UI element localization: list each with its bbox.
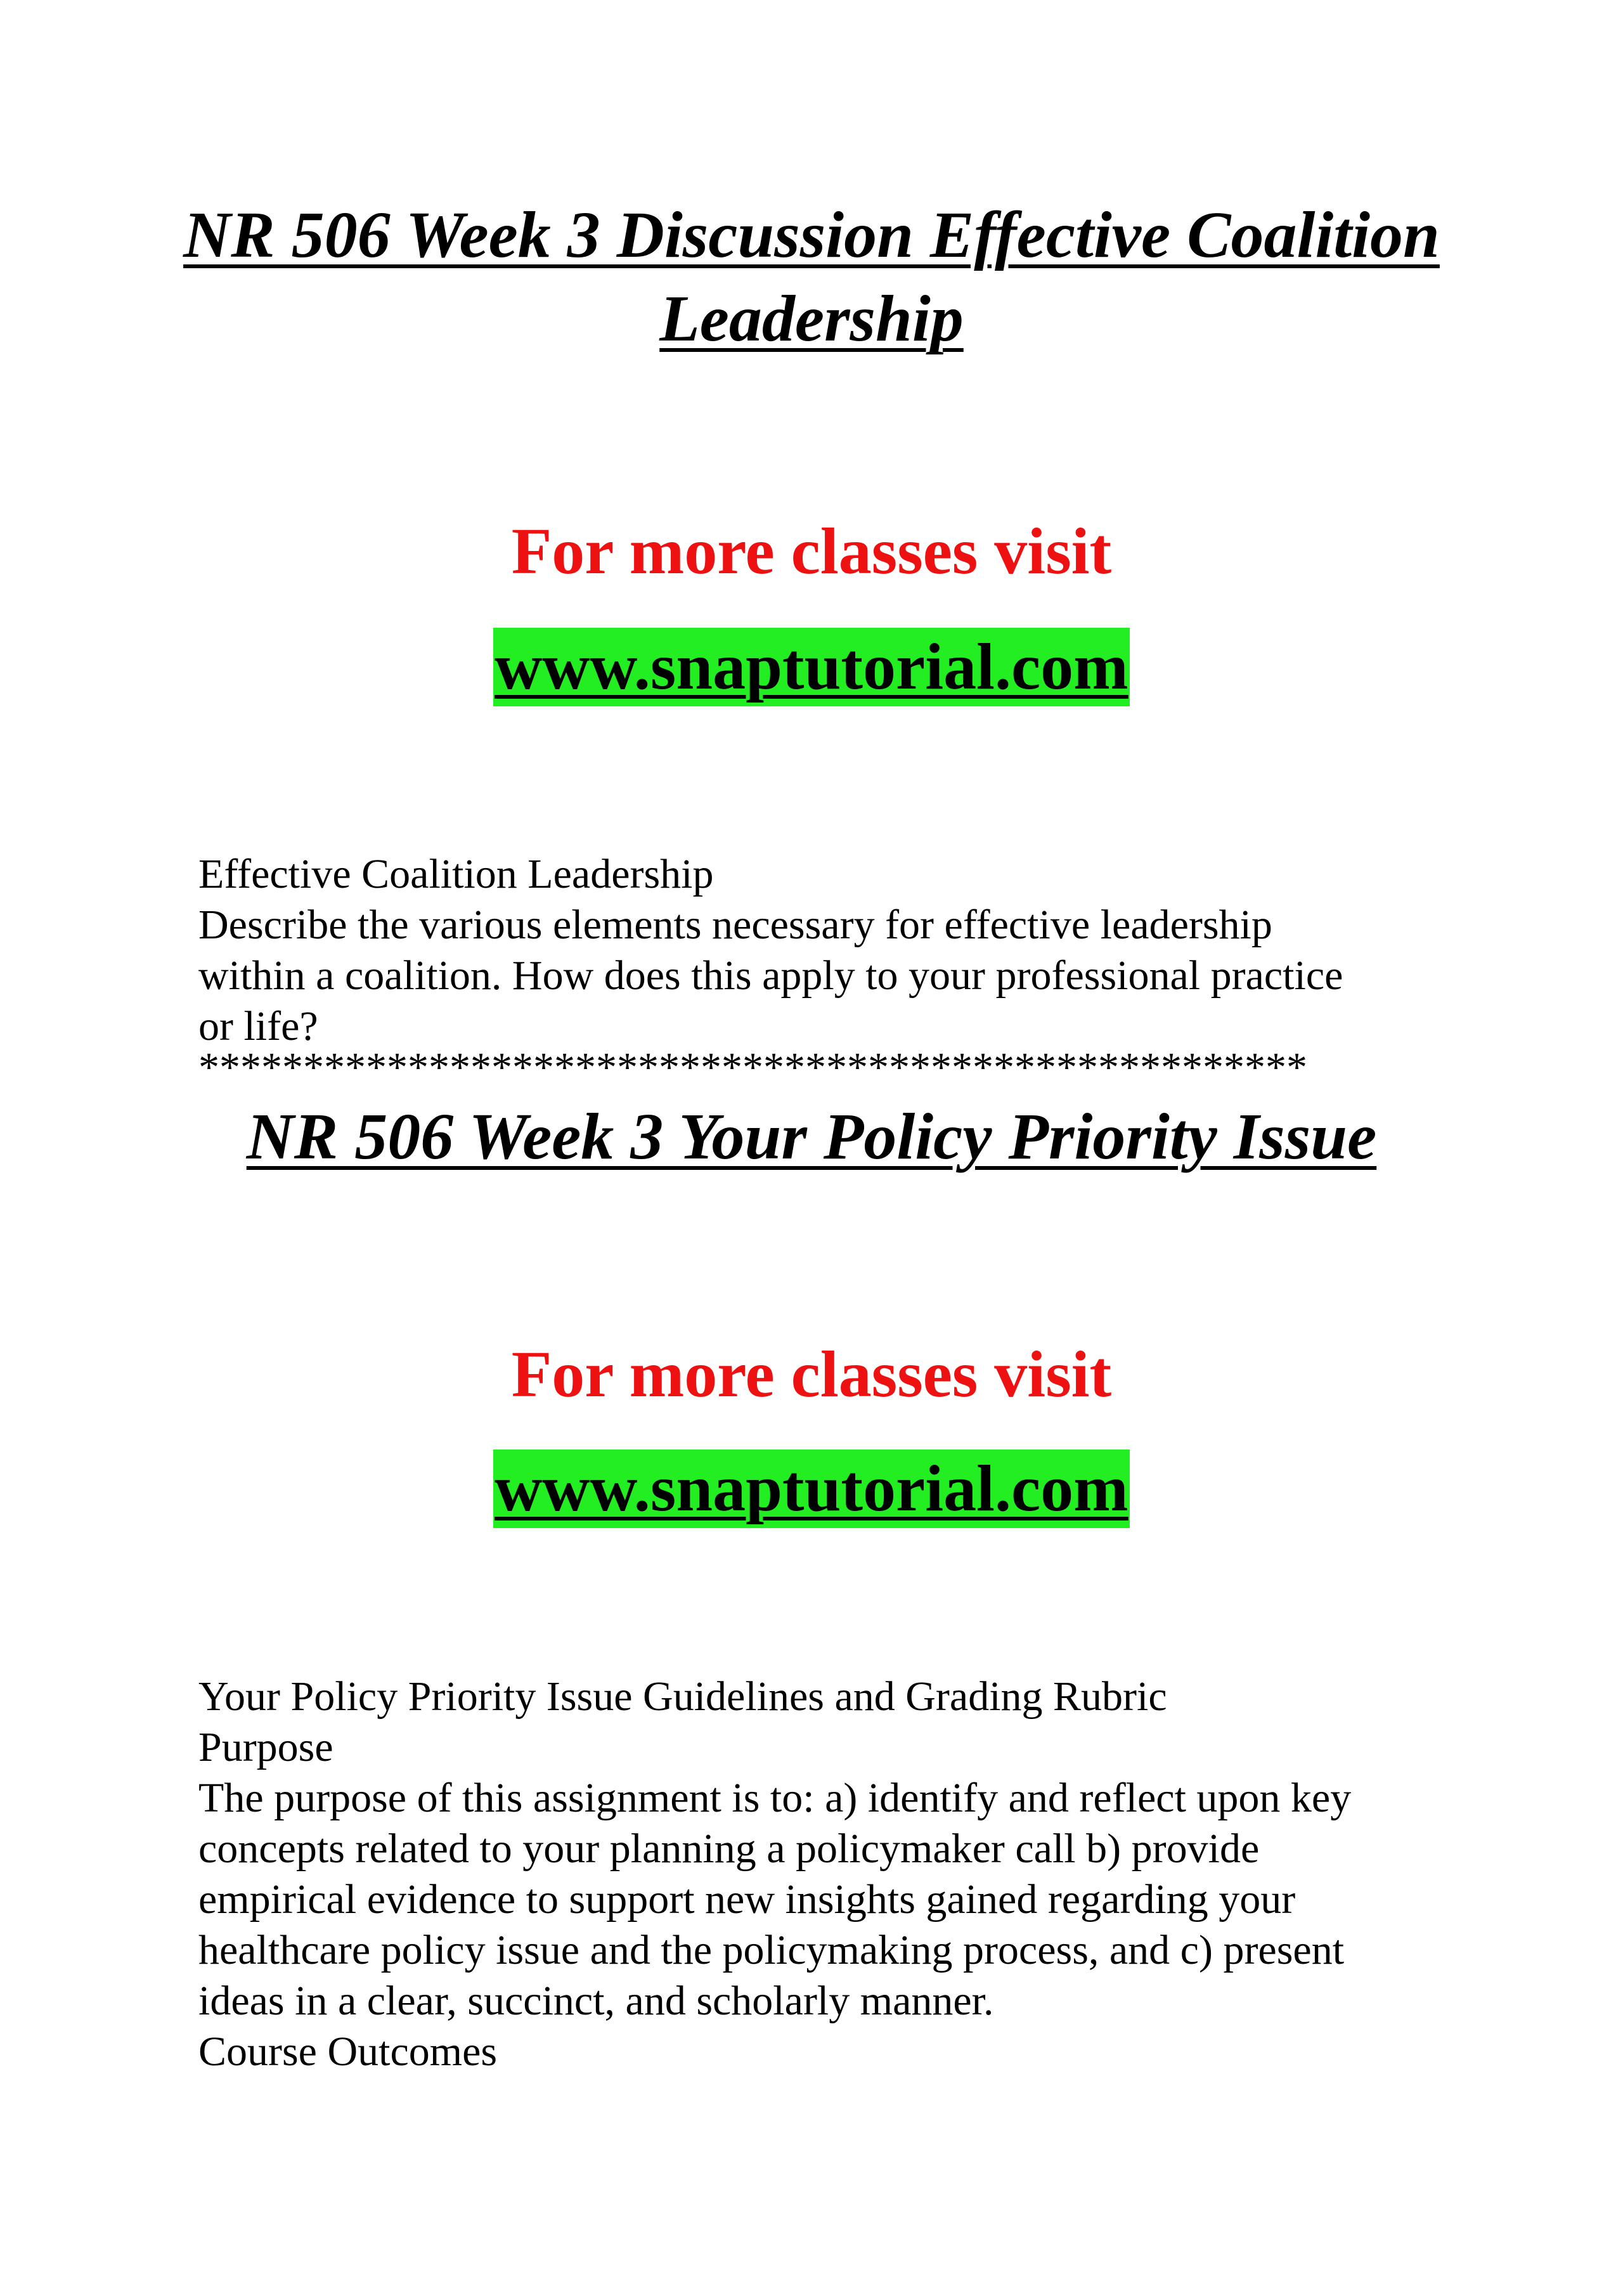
section-1-body-line-1: Effective Coalition Leadership: [198, 851, 714, 897]
section-2-promo-text: For more classes visit: [511, 1338, 1112, 1411]
section-1-body-line-3: within a coalition. How does this apply to your professional practice: [198, 952, 1343, 999]
section-2-body-line-6: healthcare policy issue and the policymaking process, and c) present: [198, 1927, 1345, 1973]
section-1-title-line-1: NR 506 Week 3 Discussion Effective Coalition: [183, 198, 1440, 271]
section-2-body-line-8: Course Outcomes: [198, 2028, 498, 2075]
section-2-body-line-5: empirical evidence to support new insights gained regarding your: [198, 1876, 1296, 1923]
section-2-body-line-2: Purpose: [198, 1724, 333, 1770]
section-1-site-link[interactable]: www.snaptutorial.com: [493, 628, 1130, 706]
section-2-body-line-4: concepts related to your planning a policymaker call b) provide: [198, 1826, 1260, 1872]
section-2-body-line-7: ideas in a clear, succinct, and scholarly manner.: [198, 1978, 994, 2024]
section-1-link-row: [0, 628, 1623, 706]
section-1-body-line-2: Describe the various elements necessary for effective leadership: [198, 902, 1272, 948]
section-2-title: NR 506 Week 3 Your Policy Priority Issue: [246, 1100, 1377, 1173]
section-2-body-line-3: The purpose of this assignment is to: a) identify and reflect upon key: [198, 1775, 1352, 1821]
section-2-body-line-1: Your Policy Priority Issue Guidelines and Grading Rubric: [198, 1673, 1167, 1720]
section-1-promo-text: For more classes visit: [511, 515, 1112, 588]
section-1-body: [198, 849, 1466, 1091]
section-2-link-row: [0, 1450, 1623, 1528]
section-1-title-line-2: Leadership: [659, 282, 964, 355]
section-2-site-link[interactable]: www.snaptutorial.com: [493, 1450, 1130, 1528]
section-1-title: [0, 193, 1623, 361]
section-2-body: [198, 1671, 1466, 2077]
section-1-body-line-4: or life?: [198, 1003, 318, 1049]
separator-asterisks: *****************************************************: [198, 1044, 1307, 1091]
